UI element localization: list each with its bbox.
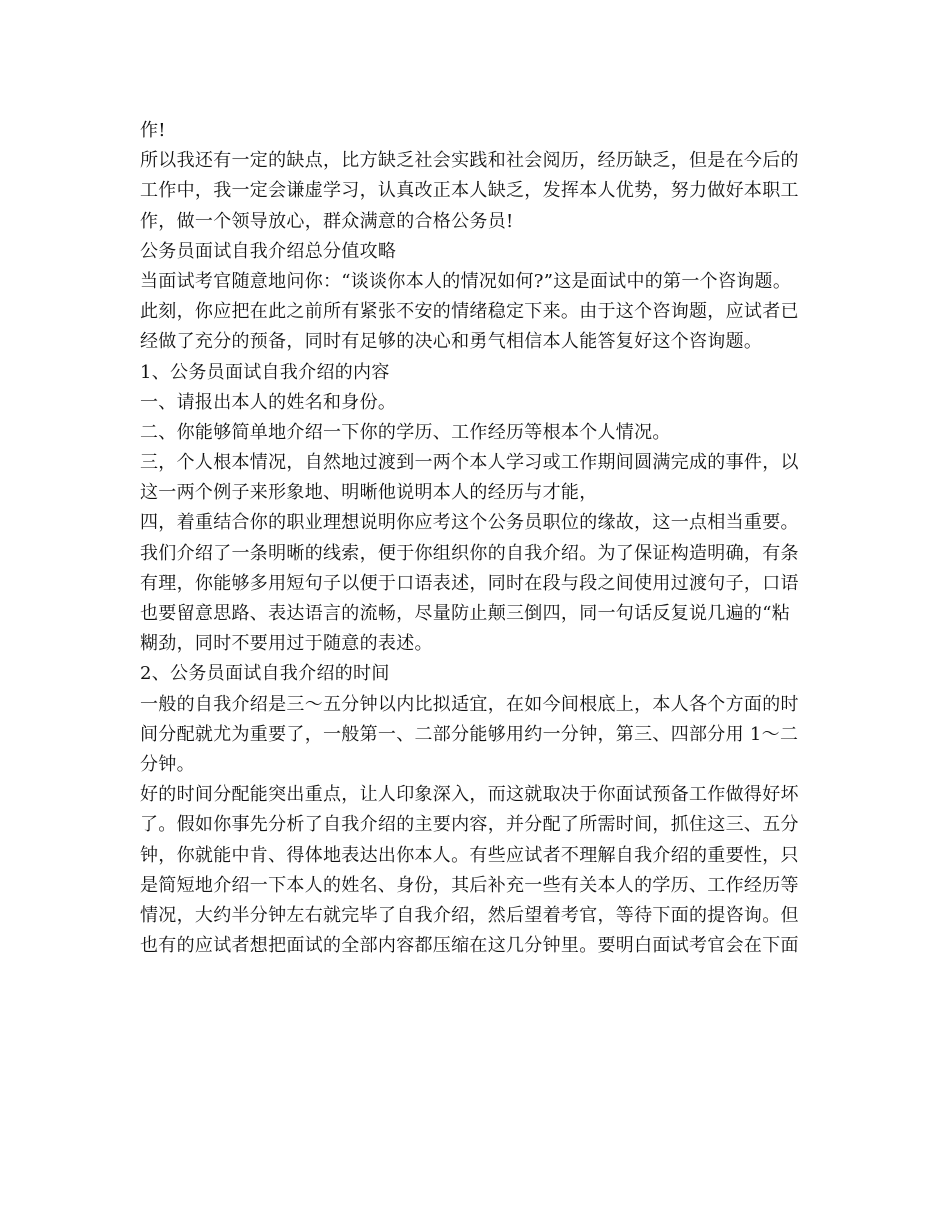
text-line: 分钟。 xyxy=(140,753,195,775)
text-line: 作，做一个领导放心，群众满意的合格公务员! xyxy=(140,210,514,232)
text-line: 一、请报出本人的姓名和身份。 xyxy=(140,391,397,413)
document-body xyxy=(140,116,812,961)
text-line: 经做了充分的预备，同时有足够的决心和勇气相信本人能答复好这个咨询题。 xyxy=(140,331,763,353)
text-line: 当面试考官随意地问你：“谈谈你本人的情况如何?”这是面试中的第一个咨询题。 xyxy=(140,270,792,292)
section-heading: 公务员面试自我介绍总分值攻略 xyxy=(140,240,397,262)
text-line: 四，着重结合你的职业理想说明你应考这个公务员职位的缘故，这一点相当重要。 xyxy=(140,512,799,534)
text-line: 有理，你能够多用短句子以便于口语表述，同时在段与段之间使用过渡句子，口语 xyxy=(140,572,799,594)
text-line: 此刻，你应把在此之前所有紧张不安的情绪稳定下来。由于这个咨询题，应试者已 xyxy=(140,301,799,323)
text-line: 作! xyxy=(140,120,166,141)
text-line: 工作中，我一定会谦虚学习，认真改正本人缺乏，发挥本人优势，努力做好本职工 xyxy=(140,180,799,202)
text-line: 也有的应试者想把面试的全部内容都压缩在这几分钟里。要明白面试考官会在下面 xyxy=(140,935,799,957)
section-heading: 1、公务员面试自我介绍的内容 xyxy=(140,361,390,383)
text-line: 我们介绍了一条明晰的线索，便于你组织你的自我介绍。为了保证构造明确，有条 xyxy=(140,542,799,564)
text-line: 二、你能够简单地介绍一下你的学历、工作经历等根本个人情况。 xyxy=(140,421,671,443)
text-line: 情况，大约半分钟左右就完毕了自我介绍，然后望着考官，等待下面的提咨询。但 xyxy=(140,904,799,926)
text-line: 也要留意思路、表达语言的流畅，尽量防止颠三倒四，同一句话反复说几遍的“粘 xyxy=(140,603,790,624)
text-line: 好的时间分配能突出重点，让人印象深入，而这就取决于你面试预备工作做得好坏 xyxy=(140,784,799,806)
section-heading: 2、公务员面试自我介绍的时间 xyxy=(140,663,390,685)
text-line: 钟，你就能中肯、得体地表达出你本人。有些应试者不理解自我介绍的重要性，只 xyxy=(140,844,799,866)
text-line: 三，个人根本情况，自然地过渡到一两个本人学习或工作期间圆满完成的事件，以 xyxy=(140,452,799,474)
text-line: 了。假如你事先分析了自我介绍的主要内容，并分配了所需时间，抓住这三、五分 xyxy=(140,814,799,836)
text-line: 是简短地介绍一下本人的姓名、身份，其后补充一些有关本人的学历、工作经历等 xyxy=(140,874,799,896)
text-line: 糊劲，同时不要用过于随意的表述。 xyxy=(140,633,433,655)
text-line: 这一两个例子来形象地、明晰他说明本人的经历与才能， xyxy=(140,482,598,504)
text-line: 所以我还有一定的缺点，比方缺乏社会实践和社会阅历，经历缺乏，但是在今后的 xyxy=(140,150,799,172)
text-line: 间分配就尤为重要了，一般第一、二部分能够用约一分钟，第三、四部分用 1～二 xyxy=(140,723,799,745)
text-line: 一般的自我介绍是三～五分钟以内比拟适宜，在如今间根底上，本人各个方面的时 xyxy=(140,693,799,715)
